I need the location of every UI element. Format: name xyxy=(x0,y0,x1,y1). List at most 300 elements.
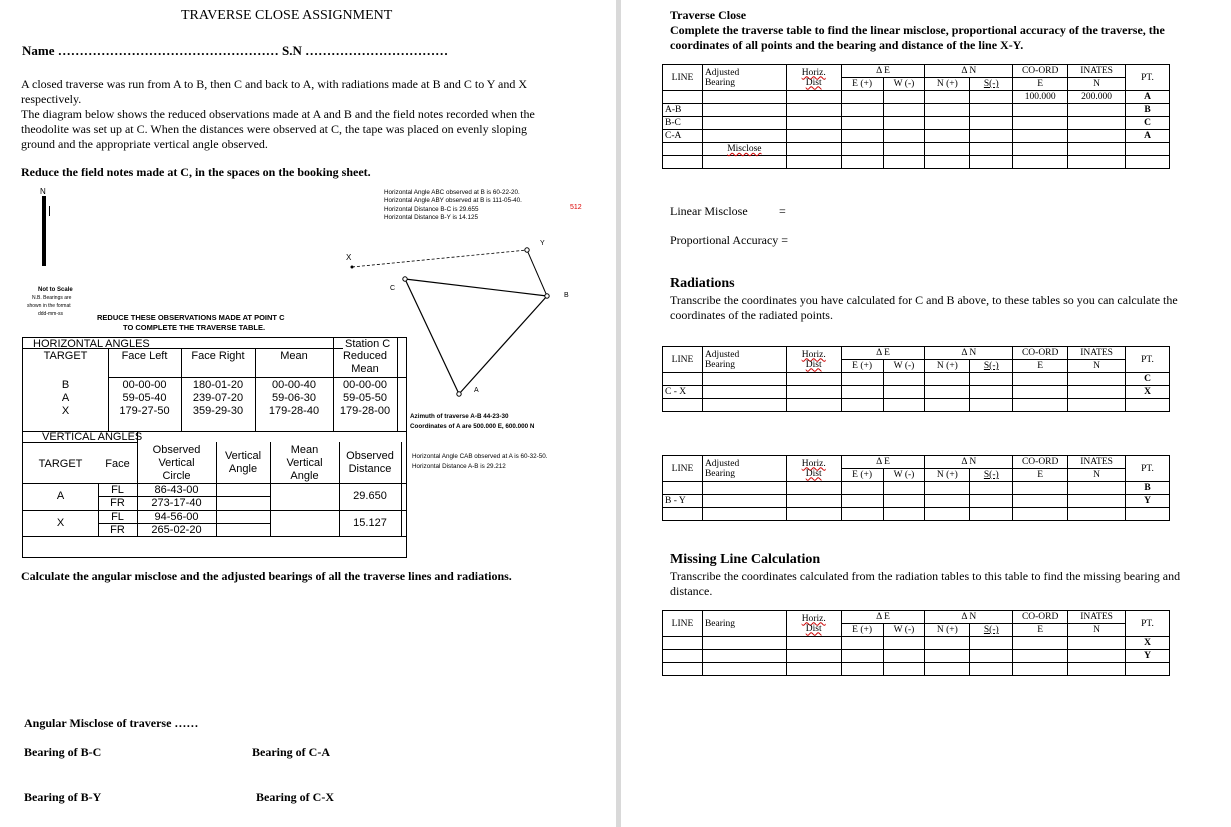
row-target: A xyxy=(61,392,70,404)
cell[interactable] xyxy=(841,117,883,130)
header-dist: Dist xyxy=(805,77,822,88)
header-e: E xyxy=(1013,360,1068,373)
cell[interactable] xyxy=(925,663,970,676)
radiations-desc: Transcribe the coordinates you have calculated for C and B above, to these tables so you can calculate the xyxy=(670,293,1178,307)
cell[interactable] xyxy=(702,104,786,117)
cell[interactable] xyxy=(970,104,1013,117)
intro-line: theodolite was set up at C. When the distances were observed at C, the tape was placed on evenly sloping xyxy=(21,122,527,136)
cell[interactable] xyxy=(786,373,841,386)
note-line: Horizontal Angle ABC observed at B is 60-22-20. xyxy=(384,189,520,196)
header-horiz: Horiz. xyxy=(801,613,826,624)
cell[interactable] xyxy=(786,399,841,412)
cell[interactable] xyxy=(970,156,1013,169)
azimuth-note: Azimuth of traverse A-B 44-23-30 xyxy=(410,413,509,420)
cell[interactable] xyxy=(970,117,1013,130)
header-e: E xyxy=(1013,78,1068,91)
cell[interactable] xyxy=(1013,130,1068,143)
label-c: C xyxy=(390,285,396,292)
pt-label: C xyxy=(1126,373,1170,386)
row-face-right: 239-07-20 xyxy=(192,392,244,404)
cell[interactable] xyxy=(1068,650,1126,663)
coord-e-value: 100.000 xyxy=(1013,91,1068,104)
v-row-fl: FL xyxy=(111,484,124,496)
header-dist: Dist xyxy=(805,359,822,370)
header-line: LINE xyxy=(663,456,703,482)
cell[interactable] xyxy=(841,91,883,104)
intro-line: A closed traverse was run from A to B, then C and back to A, with radiations made at B and C to Y and X xyxy=(21,77,528,91)
rule xyxy=(270,442,271,536)
not-to-scale: Not to Scale xyxy=(38,287,73,293)
header-adjusted-bearing xyxy=(702,347,786,373)
header-bearing: Bearing xyxy=(704,77,736,88)
pt-label: B xyxy=(1126,482,1170,495)
v-row-fr: FR xyxy=(110,497,125,509)
cell[interactable] xyxy=(970,508,1013,521)
cell[interactable] xyxy=(883,143,925,156)
reduce-instruction: TO COMPLETE THE TRAVERSE TABLE. xyxy=(123,323,266,332)
header-reduced: Reduced xyxy=(342,350,388,362)
cell[interactable] xyxy=(1013,637,1068,650)
line-label: A-B xyxy=(663,104,703,117)
cell[interactable] xyxy=(883,650,925,663)
coordinates-note: Coordinates of A are 500.000 E, 600.000 N xyxy=(410,423,535,430)
cell[interactable] xyxy=(702,663,786,676)
vertical-angles-title: VERTICAL ANGLES xyxy=(42,431,143,443)
v-header-distance: Distance xyxy=(348,463,392,475)
cell[interactable] xyxy=(925,650,970,663)
cell[interactable] xyxy=(841,650,883,663)
cell[interactable] xyxy=(841,143,883,156)
header-n-plus: N (+) xyxy=(925,78,970,91)
header-e: E xyxy=(1013,624,1068,637)
coord-n-value: 200.000 xyxy=(1068,91,1126,104)
cell[interactable] xyxy=(663,91,703,104)
cell[interactable] xyxy=(970,399,1013,412)
pt-label: C xyxy=(1126,117,1170,130)
header-pt: PT. xyxy=(1126,65,1170,91)
header-bearing: Bearing xyxy=(704,468,736,479)
cell[interactable] xyxy=(1068,386,1126,399)
cell[interactable] xyxy=(970,637,1013,650)
observation-table xyxy=(22,337,407,558)
header-inates: INATES xyxy=(1068,347,1126,360)
header-delta-e: Δ E xyxy=(841,65,925,78)
rule xyxy=(397,338,398,431)
v-row-dist: 29.650 xyxy=(353,490,387,502)
bearings-note: ddd-mm-ss xyxy=(38,311,64,317)
cell[interactable] xyxy=(702,495,786,508)
cell[interactable] xyxy=(970,495,1013,508)
cell[interactable] xyxy=(841,508,883,521)
header-w-minus: W (-) xyxy=(883,624,925,637)
ab-distance-note: Horizontal Distance A-B is 29.212 xyxy=(412,463,506,470)
reduce-heading: Reduce the field notes made at C, in the spaces on the booking sheet. xyxy=(21,165,371,179)
cell[interactable] xyxy=(970,663,1013,676)
header-n-plus: N (+) xyxy=(925,469,970,482)
cell[interactable] xyxy=(841,663,883,676)
bearing-ca-label: Bearing of C-A xyxy=(252,745,330,759)
sn-dots: …………………………… xyxy=(305,43,449,58)
rule xyxy=(401,442,402,536)
header-adjusted: Adjusted xyxy=(704,458,740,469)
cell[interactable] xyxy=(786,104,841,117)
cell[interactable] xyxy=(841,637,883,650)
pt-label: A xyxy=(1126,91,1170,104)
station-b-notes xyxy=(384,189,522,222)
header-w-minus: W (-) xyxy=(883,360,925,373)
v-row-dist: 15.127 xyxy=(353,517,387,529)
cell[interactable] xyxy=(970,91,1013,104)
cell[interactable] xyxy=(786,637,841,650)
header-face-left: Face Left xyxy=(121,350,168,362)
cell[interactable] xyxy=(702,650,786,663)
header-adjusted-bearing xyxy=(702,456,786,482)
header-delta-n: Δ N xyxy=(925,65,1013,78)
cell[interactable] xyxy=(1068,373,1126,386)
cell[interactable] xyxy=(883,91,925,104)
cell[interactable] xyxy=(883,156,925,169)
v-header-mean: Mean xyxy=(290,444,319,456)
header-coord: CO-ORD xyxy=(1013,65,1068,78)
header-n: N xyxy=(1068,78,1126,91)
cell[interactable] xyxy=(841,399,883,412)
cell[interactable] xyxy=(786,386,841,399)
header-horiz: Horiz. xyxy=(801,458,826,469)
point-c-marker xyxy=(403,277,407,281)
radiation-table-by xyxy=(662,455,1170,521)
cell[interactable] xyxy=(1068,399,1126,412)
cell[interactable] xyxy=(970,650,1013,663)
page-title: TRAVERSE CLOSE ASSIGNMENT xyxy=(181,8,393,23)
cell[interactable] xyxy=(841,156,883,169)
row-reduced: 59-05-50 xyxy=(342,392,388,404)
bearing-bc-label: Bearing of B-C xyxy=(24,745,102,759)
cell[interactable] xyxy=(702,91,786,104)
header-reduced-mean: Mean xyxy=(351,363,379,375)
header-line: LINE xyxy=(663,347,703,373)
cell[interactable] xyxy=(841,104,883,117)
proportional-accuracy-label: Proportional Accuracy = xyxy=(670,233,789,247)
cell xyxy=(1126,508,1170,521)
cell[interactable] xyxy=(1068,104,1126,117)
name-dots: …………………………………………… xyxy=(57,43,279,58)
name-label: Name xyxy=(22,43,58,58)
header-coord: CO-ORD xyxy=(1013,611,1068,624)
header-target: TARGET xyxy=(43,350,88,362)
header-e-plus: E (+) xyxy=(841,78,883,91)
cell[interactable] xyxy=(925,637,970,650)
point-y-marker xyxy=(525,248,529,252)
traverse-table xyxy=(662,64,1170,169)
cell[interactable] xyxy=(970,143,1013,156)
station-label: Station C xyxy=(345,338,391,350)
pt-label: B xyxy=(1126,104,1170,117)
v-header-circle: Circle xyxy=(162,470,191,482)
header-horiz-dist xyxy=(786,456,841,482)
header-face-right: Face Right xyxy=(191,350,245,362)
header-pt: PT. xyxy=(1126,347,1170,373)
pt-label: Y xyxy=(1126,650,1170,663)
bearing-cx-label: Bearing of C-X xyxy=(256,790,334,804)
cell[interactable] xyxy=(925,482,970,495)
cell[interactable] xyxy=(841,495,883,508)
header-dist: Dist xyxy=(805,468,822,479)
cell[interactable] xyxy=(883,386,925,399)
row-face-right: 180-01-20 xyxy=(192,379,244,391)
cell[interactable] xyxy=(883,117,925,130)
v-header-face: Face xyxy=(105,458,130,470)
cell[interactable] xyxy=(970,373,1013,386)
v-row-target: X xyxy=(56,517,65,529)
cell[interactable] xyxy=(883,637,925,650)
cell[interactable] xyxy=(786,143,841,156)
cell[interactable] xyxy=(786,482,841,495)
traverse-line-bc xyxy=(405,279,547,296)
cell[interactable] xyxy=(702,130,786,143)
rule xyxy=(108,377,406,378)
line-label: C-A xyxy=(663,130,703,143)
cell[interactable] xyxy=(786,156,841,169)
header-inates: INATES xyxy=(1068,611,1126,624)
cell[interactable] xyxy=(1068,495,1126,508)
rule xyxy=(23,536,406,537)
cell[interactable] xyxy=(786,508,841,521)
traverse-line-ab xyxy=(459,296,547,394)
row-reduced: 179-28-00 xyxy=(339,405,391,417)
cell[interactable] xyxy=(1013,104,1068,117)
intro-line: The diagram below shows the reduced observations made at A and B and the field notes recorded when the xyxy=(21,107,535,121)
cell[interactable] xyxy=(702,386,786,399)
cell[interactable] xyxy=(1068,637,1126,650)
header-e-plus: E (+) xyxy=(841,624,883,637)
v-row-fl: FL xyxy=(111,511,124,523)
cell[interactable] xyxy=(786,650,841,663)
cell[interactable] xyxy=(1068,663,1126,676)
radiations-desc: coordinates of the radiated points. xyxy=(670,308,833,322)
cell[interactable] xyxy=(702,637,786,650)
missing-line-desc: Transcribe the coordinates calculated from the radiation tables to this table to find the missing bearing and xyxy=(670,569,1181,583)
pt-label: X xyxy=(1126,637,1170,650)
v-header-target: TARGET xyxy=(38,458,83,470)
row-target: B xyxy=(61,379,70,391)
intro-paragraph xyxy=(21,77,535,152)
cell[interactable] xyxy=(883,399,925,412)
cell[interactable] xyxy=(841,373,883,386)
header-delta-e: Δ E xyxy=(841,611,925,624)
cell[interactable] xyxy=(883,663,925,676)
cell[interactable] xyxy=(925,104,970,117)
cell[interactable] xyxy=(841,482,883,495)
cell[interactable] xyxy=(1013,663,1068,676)
cell[interactable] xyxy=(1068,482,1126,495)
header-horiz-dist xyxy=(786,65,841,91)
cell[interactable] xyxy=(786,117,841,130)
header-bearing: Bearing xyxy=(704,359,736,370)
cell[interactable] xyxy=(883,130,925,143)
header-coord: CO-ORD xyxy=(1013,347,1068,360)
traverse-close-desc: coordinates of all points and the bearing and distance of the line X-Y. xyxy=(670,38,1024,52)
v-row-fr-val: 265-02-20 xyxy=(151,524,202,536)
line-label: B-C xyxy=(663,117,703,130)
cell xyxy=(1013,143,1068,156)
cell xyxy=(663,143,703,156)
cell xyxy=(1068,156,1126,169)
cell[interactable] xyxy=(786,495,841,508)
header-pt: PT. xyxy=(1126,611,1170,637)
row-reduced: 00-00-00 xyxy=(342,379,388,391)
north-arrow-icon xyxy=(38,196,54,268)
linear-misclose-equals: = xyxy=(779,204,786,218)
cell[interactable] xyxy=(786,663,841,676)
cell[interactable] xyxy=(841,386,883,399)
linear-misclose-label: Linear Misclose xyxy=(670,204,748,218)
cell[interactable] xyxy=(883,373,925,386)
cell[interactable] xyxy=(970,482,1013,495)
v-row-fl-val: 86-43-00 xyxy=(154,484,199,496)
rule xyxy=(23,483,406,484)
cell[interactable] xyxy=(1013,373,1068,386)
header-n: N xyxy=(1068,360,1126,373)
header-horiz: Horiz. xyxy=(801,349,826,360)
row-face-left: 00-00-00 xyxy=(122,379,167,391)
intro-line: ground and the appropriate vertical angle observed. xyxy=(21,137,268,151)
cell[interactable] xyxy=(925,130,970,143)
header-s-minus: S(-) xyxy=(970,360,1013,373)
header-line: LINE xyxy=(663,611,703,637)
radiations-title: Radiations xyxy=(670,276,735,291)
header-delta-e: Δ E xyxy=(841,347,925,360)
cell[interactable] xyxy=(925,495,970,508)
bearings-note: N.B. Bearings are xyxy=(32,295,72,301)
cell[interactable] xyxy=(883,495,925,508)
label-x: X xyxy=(346,253,352,262)
cell[interactable] xyxy=(883,482,925,495)
cell xyxy=(1126,399,1170,412)
pt-label: A xyxy=(1126,130,1170,143)
header-delta-n: Δ N xyxy=(925,347,1013,360)
row-face-right: 359-29-30 xyxy=(192,405,244,417)
cell[interactable] xyxy=(702,399,786,412)
bearing-by-label: Bearing of B-Y xyxy=(24,790,102,804)
cell[interactable] xyxy=(1013,650,1068,663)
v-row-target: A xyxy=(56,490,65,502)
header-inates: INATES xyxy=(1068,65,1126,78)
header-n: N xyxy=(1068,624,1126,637)
missing-line-desc: distance. xyxy=(670,584,713,598)
cab-note: Horizontal Angle CAB observed at A is 60-32-50. xyxy=(412,453,548,460)
cell[interactable] xyxy=(925,117,970,130)
note-line: Horizontal Angle ABY observed at B is 111-05-40. xyxy=(384,197,522,205)
cell[interactable] xyxy=(925,373,970,386)
cell[interactable] xyxy=(702,156,786,169)
v-header-mean-angle: Angle xyxy=(290,470,319,482)
row-mean: 00-00-40 xyxy=(271,379,317,391)
cell[interactable] xyxy=(1013,495,1068,508)
label-y: Y xyxy=(540,240,545,247)
row-target: X xyxy=(61,405,70,417)
v-header-observed-dist: Observed xyxy=(346,450,394,462)
cell[interactable] xyxy=(970,386,1013,399)
cell[interactable] xyxy=(702,117,786,130)
cell[interactable] xyxy=(1013,386,1068,399)
header-coord: CO-ORD xyxy=(1013,456,1068,469)
radiation-line-cx xyxy=(352,250,527,267)
cell xyxy=(1126,143,1170,156)
header-horiz-dist xyxy=(786,611,841,637)
cell[interactable] xyxy=(925,156,970,169)
missing-line-table xyxy=(662,610,1170,676)
header-horiz: Horiz. xyxy=(801,67,826,78)
cell[interactable] xyxy=(786,130,841,143)
cell xyxy=(663,399,703,412)
cell xyxy=(1126,663,1170,676)
point-a-marker xyxy=(457,392,461,396)
misclose-label: Misclose xyxy=(702,143,786,156)
header-line: LINE xyxy=(663,65,703,91)
cell[interactable] xyxy=(1068,508,1126,521)
cell[interactable] xyxy=(925,386,970,399)
cell[interactable] xyxy=(702,508,786,521)
v-header-angle: Angle xyxy=(228,463,258,475)
pt-label: Y xyxy=(1126,495,1170,508)
cell xyxy=(663,650,703,663)
note-line: Horizontal Distance B-Y is 14.125 xyxy=(384,213,479,221)
cell[interactable] xyxy=(925,91,970,104)
header-w-minus: W (-) xyxy=(883,78,925,91)
header-horiz-dist xyxy=(786,347,841,373)
cell[interactable] xyxy=(1013,482,1068,495)
cell[interactable] xyxy=(883,508,925,521)
cell[interactable] xyxy=(1068,130,1126,143)
cell[interactable] xyxy=(1013,508,1068,521)
cell xyxy=(663,482,703,495)
traverse-close-desc: Complete the traverse table to find the linear misclose, proportional accuracy of the traverse, the xyxy=(670,23,1165,37)
cell xyxy=(663,373,703,386)
header-n-plus: N (+) xyxy=(925,624,970,637)
sn-label: S.N xyxy=(278,43,306,58)
cell[interactable] xyxy=(841,130,883,143)
cell[interactable] xyxy=(883,104,925,117)
header-adjusted-bearing xyxy=(702,65,786,91)
traverse-close-title: Traverse Close xyxy=(670,8,747,22)
pt-label: X xyxy=(1126,386,1170,399)
header-inates: INATES xyxy=(1068,456,1126,469)
radiation-table-cx xyxy=(662,346,1170,412)
cell[interactable] xyxy=(925,399,970,412)
rule xyxy=(23,510,406,511)
cell[interactable] xyxy=(1013,399,1068,412)
cell[interactable] xyxy=(925,508,970,521)
bearings-note: shown in the format xyxy=(27,303,71,309)
cell[interactable] xyxy=(702,373,786,386)
row-face-left: 179-27-50 xyxy=(119,405,170,417)
cell[interactable] xyxy=(970,130,1013,143)
cell[interactable] xyxy=(925,143,970,156)
header-s-minus: S(-) xyxy=(970,624,1013,637)
v-header-va: Vertical xyxy=(224,450,262,462)
v-header-mean-vertical: Vertical xyxy=(286,457,323,469)
reduce-instruction: REDUCE THESE OBSERVATIONS MADE AT POINT C xyxy=(97,313,285,322)
cell[interactable] xyxy=(1013,117,1068,130)
name-field[interactable] xyxy=(22,43,448,59)
traverse-line-ca xyxy=(405,279,459,394)
cell[interactable] xyxy=(1068,117,1126,130)
cell[interactable] xyxy=(702,482,786,495)
cell[interactable] xyxy=(786,91,841,104)
header-n-plus: N (+) xyxy=(925,360,970,373)
header-pt: PT. xyxy=(1126,456,1170,482)
header-n: N xyxy=(1068,469,1126,482)
